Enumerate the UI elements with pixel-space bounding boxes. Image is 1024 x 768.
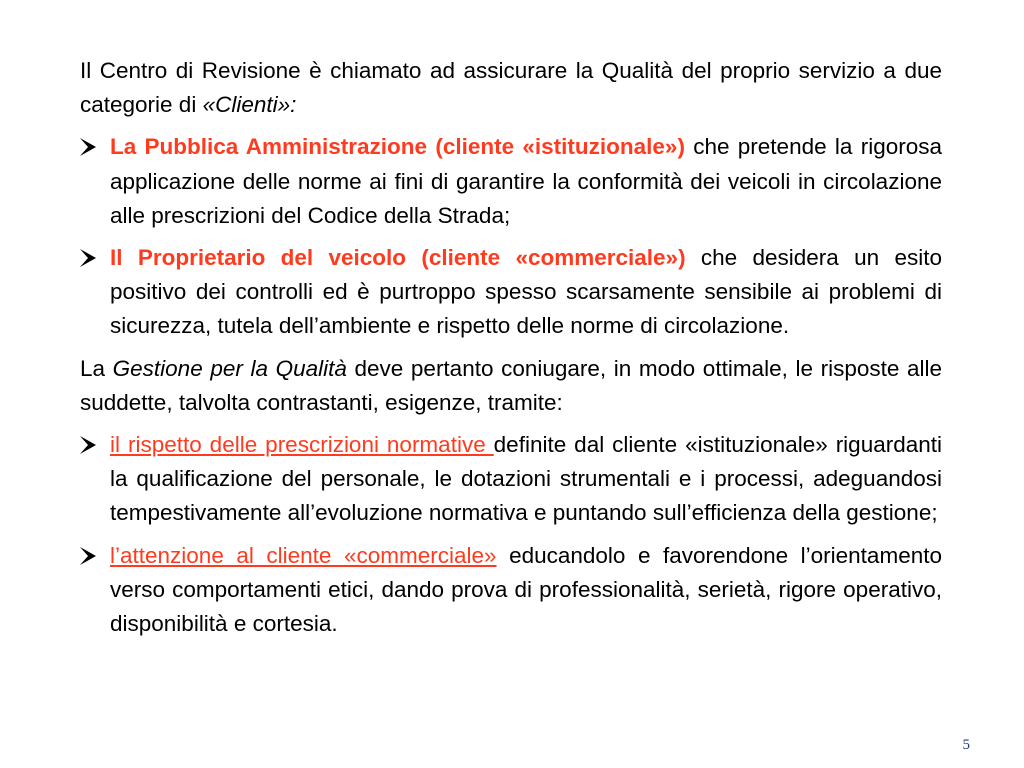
bullet-highlight: La Pubblica Amministrazione (cliente «istituzionale») <box>110 134 685 160</box>
bullet-regulatory-compliance <box>80 428 942 531</box>
bullet-text: educandolo e favorendone l’orientamento verso comportamenti etici, dando prova di professionalità, serietà, rigore operativo, disponibilità e cortesia. <box>110 542 942 637</box>
bullet-customer-attention <box>80 539 942 642</box>
customer-attention-link[interactable]: l’attenzione al cliente «commerciale» <box>110 542 497 568</box>
bullet-text: che desidera un esito positivo dei controlli ed è purtroppo spesso scarsamente sensibile ai problemi di sicurezza, tutela dell’ambiente e rispetto delle norme di circolazione. <box>110 245 942 339</box>
quality-management-paragraph <box>80 352 942 420</box>
intro-paragraph <box>80 54 942 122</box>
arrowhead-bullet-icon <box>80 138 96 156</box>
arrowhead-bullet-icon <box>80 547 96 565</box>
bullet-text: definite dal cliente «istituzionale» riguardanti la qualificazione del personale, le dotazioni strumentali e i processi, adeguandosi tempestivamente all’evoluzione normativa e puntando sull’efficienza della gestione; <box>110 432 943 526</box>
bullet-vehicle-owner <box>80 241 942 344</box>
bullet-highlight: Il Proprietario del veicolo (cliente «commerciale») <box>110 245 686 271</box>
middle-start: La <box>80 355 113 381</box>
arrowhead-bullet-icon <box>80 249 96 267</box>
intro-text: Il Centro di Revisione è chiamato ad assicurare la Qualità del proprio servizio a due categorie di <box>80 58 942 118</box>
middle-text: deve pertanto coniugare, in modo ottimale, le risposte alle suddette, talvolta contrastanti, esigenze, tramite: <box>80 355 943 415</box>
regulatory-compliance-link[interactable]: il rispetto delle prescrizioni normative <box>110 432 494 458</box>
middle-italic: Gestione per la Qualità <box>112 355 347 381</box>
bullet-public-administration <box>80 130 942 233</box>
slide-content <box>80 54 942 649</box>
bullet-text: che pretende la rigorosa applicazione delle norme ai fini di garantire la conformità dei veicoli in circolazione alle prescrizioni del Codice della Strada; <box>110 134 942 228</box>
page-number: 5 <box>962 737 970 753</box>
intro-italic: «Clienti»: <box>202 92 297 118</box>
arrowhead-bullet-icon <box>80 436 96 454</box>
